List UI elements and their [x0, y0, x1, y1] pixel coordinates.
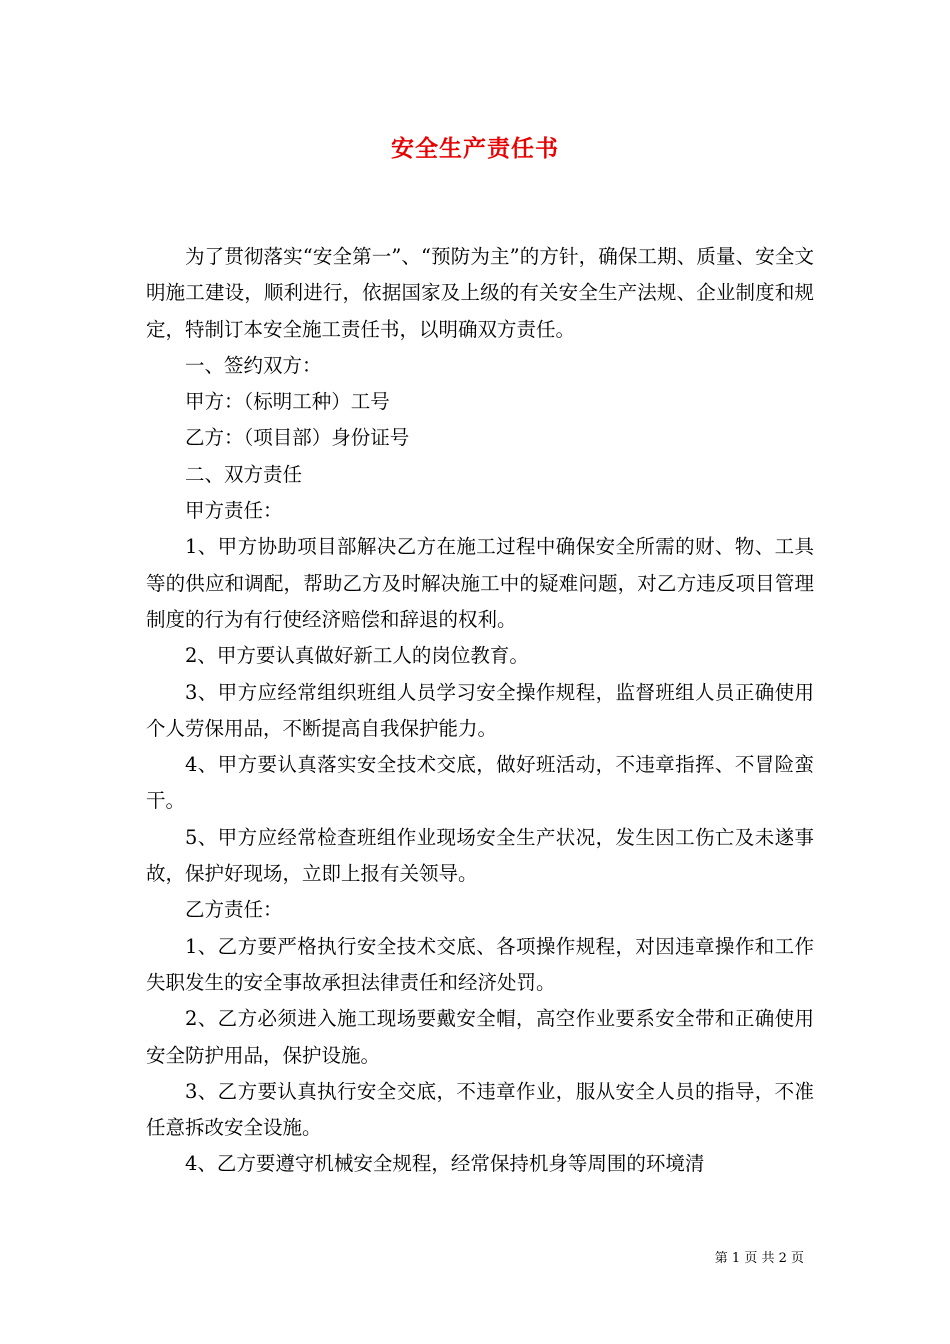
- paragraph-section-1: 一、签约双方：: [185, 353, 322, 377]
- paragraph-b-item-3: 3、乙方要认真执行安全交底，不违章作业，服从安全人员的指导，不准任意拆改安全设施。: [146, 1079, 814, 1140]
- paragraph-b-item-1: 1、乙方要严格执行安全技术交底、各项操作规程，对因违章操作和工作失职发生的安全事故承担法律责任和经济处罚。: [146, 934, 814, 994]
- document-title: 安全生产责任书: [391, 135, 559, 162]
- paragraph-a-item-5: 5、甲方应经常检查班组作业现场安全生产状况，发生因工伤亡及未遂事故，保护好现场，立即上报有关领导。: [146, 825, 814, 886]
- paragraph-b-item-2: 2、乙方必须进入施工现场要戴安全帽，高空作业要系安全带和正确使用安全防护用品，保护设施。: [146, 1007, 814, 1067]
- paragraph-intro: 为了贯彻落实“安全第一”、“预防为主”的方针，确保工期、质量、安全文明施工建设，顺利进行，依据国家及上级的有关安全生产法规、企业制度和规定，特制订本安全施工责任书，以明确双方责任。: [146, 245, 814, 341]
- paragraph-b-item-4: 4、乙方要遵守机械安全规程，经常保持机身等周围的环境清: [185, 1152, 705, 1176]
- paragraph-a-item-2: 2、甲方要认真做好新工人的岗位教育。: [185, 644, 529, 668]
- document-body: [146, 239, 814, 1183]
- paragraph-a-item-1: 1、甲方协助项目部解决乙方在施工过程中确保安全所需的财、物、工具等的供应和调配，帮助乙方及时解决施工中的疑难问题，对乙方违反项目管理制度的行为有行使经济赔偿和辞退的权利。: [146, 535, 814, 631]
- paragraph-section-2: 二、双方责任: [185, 462, 303, 486]
- paragraph-party-a: 甲方：（标明工种）工号: [185, 390, 390, 414]
- paragraph-a-item-4: 4、甲方要认真落实安全技术交底，做好班活动，不违章指挥、不冒险蛮干。: [146, 753, 814, 813]
- paragraph-party-b-duties: 乙方责任：: [185, 898, 283, 922]
- paragraph-party-b: 乙方：（项目部）身份证号: [185, 426, 410, 450]
- paragraph-party-a-duties: 甲方责任：: [185, 499, 283, 523]
- page-number-footer: 第 1 页 共 2 页: [714, 1251, 804, 1266]
- paragraph-a-item-3: 3、甲方应经常组织班组人员学习安全操作规程，监督班组人员正确使用个人劳保用品，不断提高自我保护能力。: [146, 680, 814, 740]
